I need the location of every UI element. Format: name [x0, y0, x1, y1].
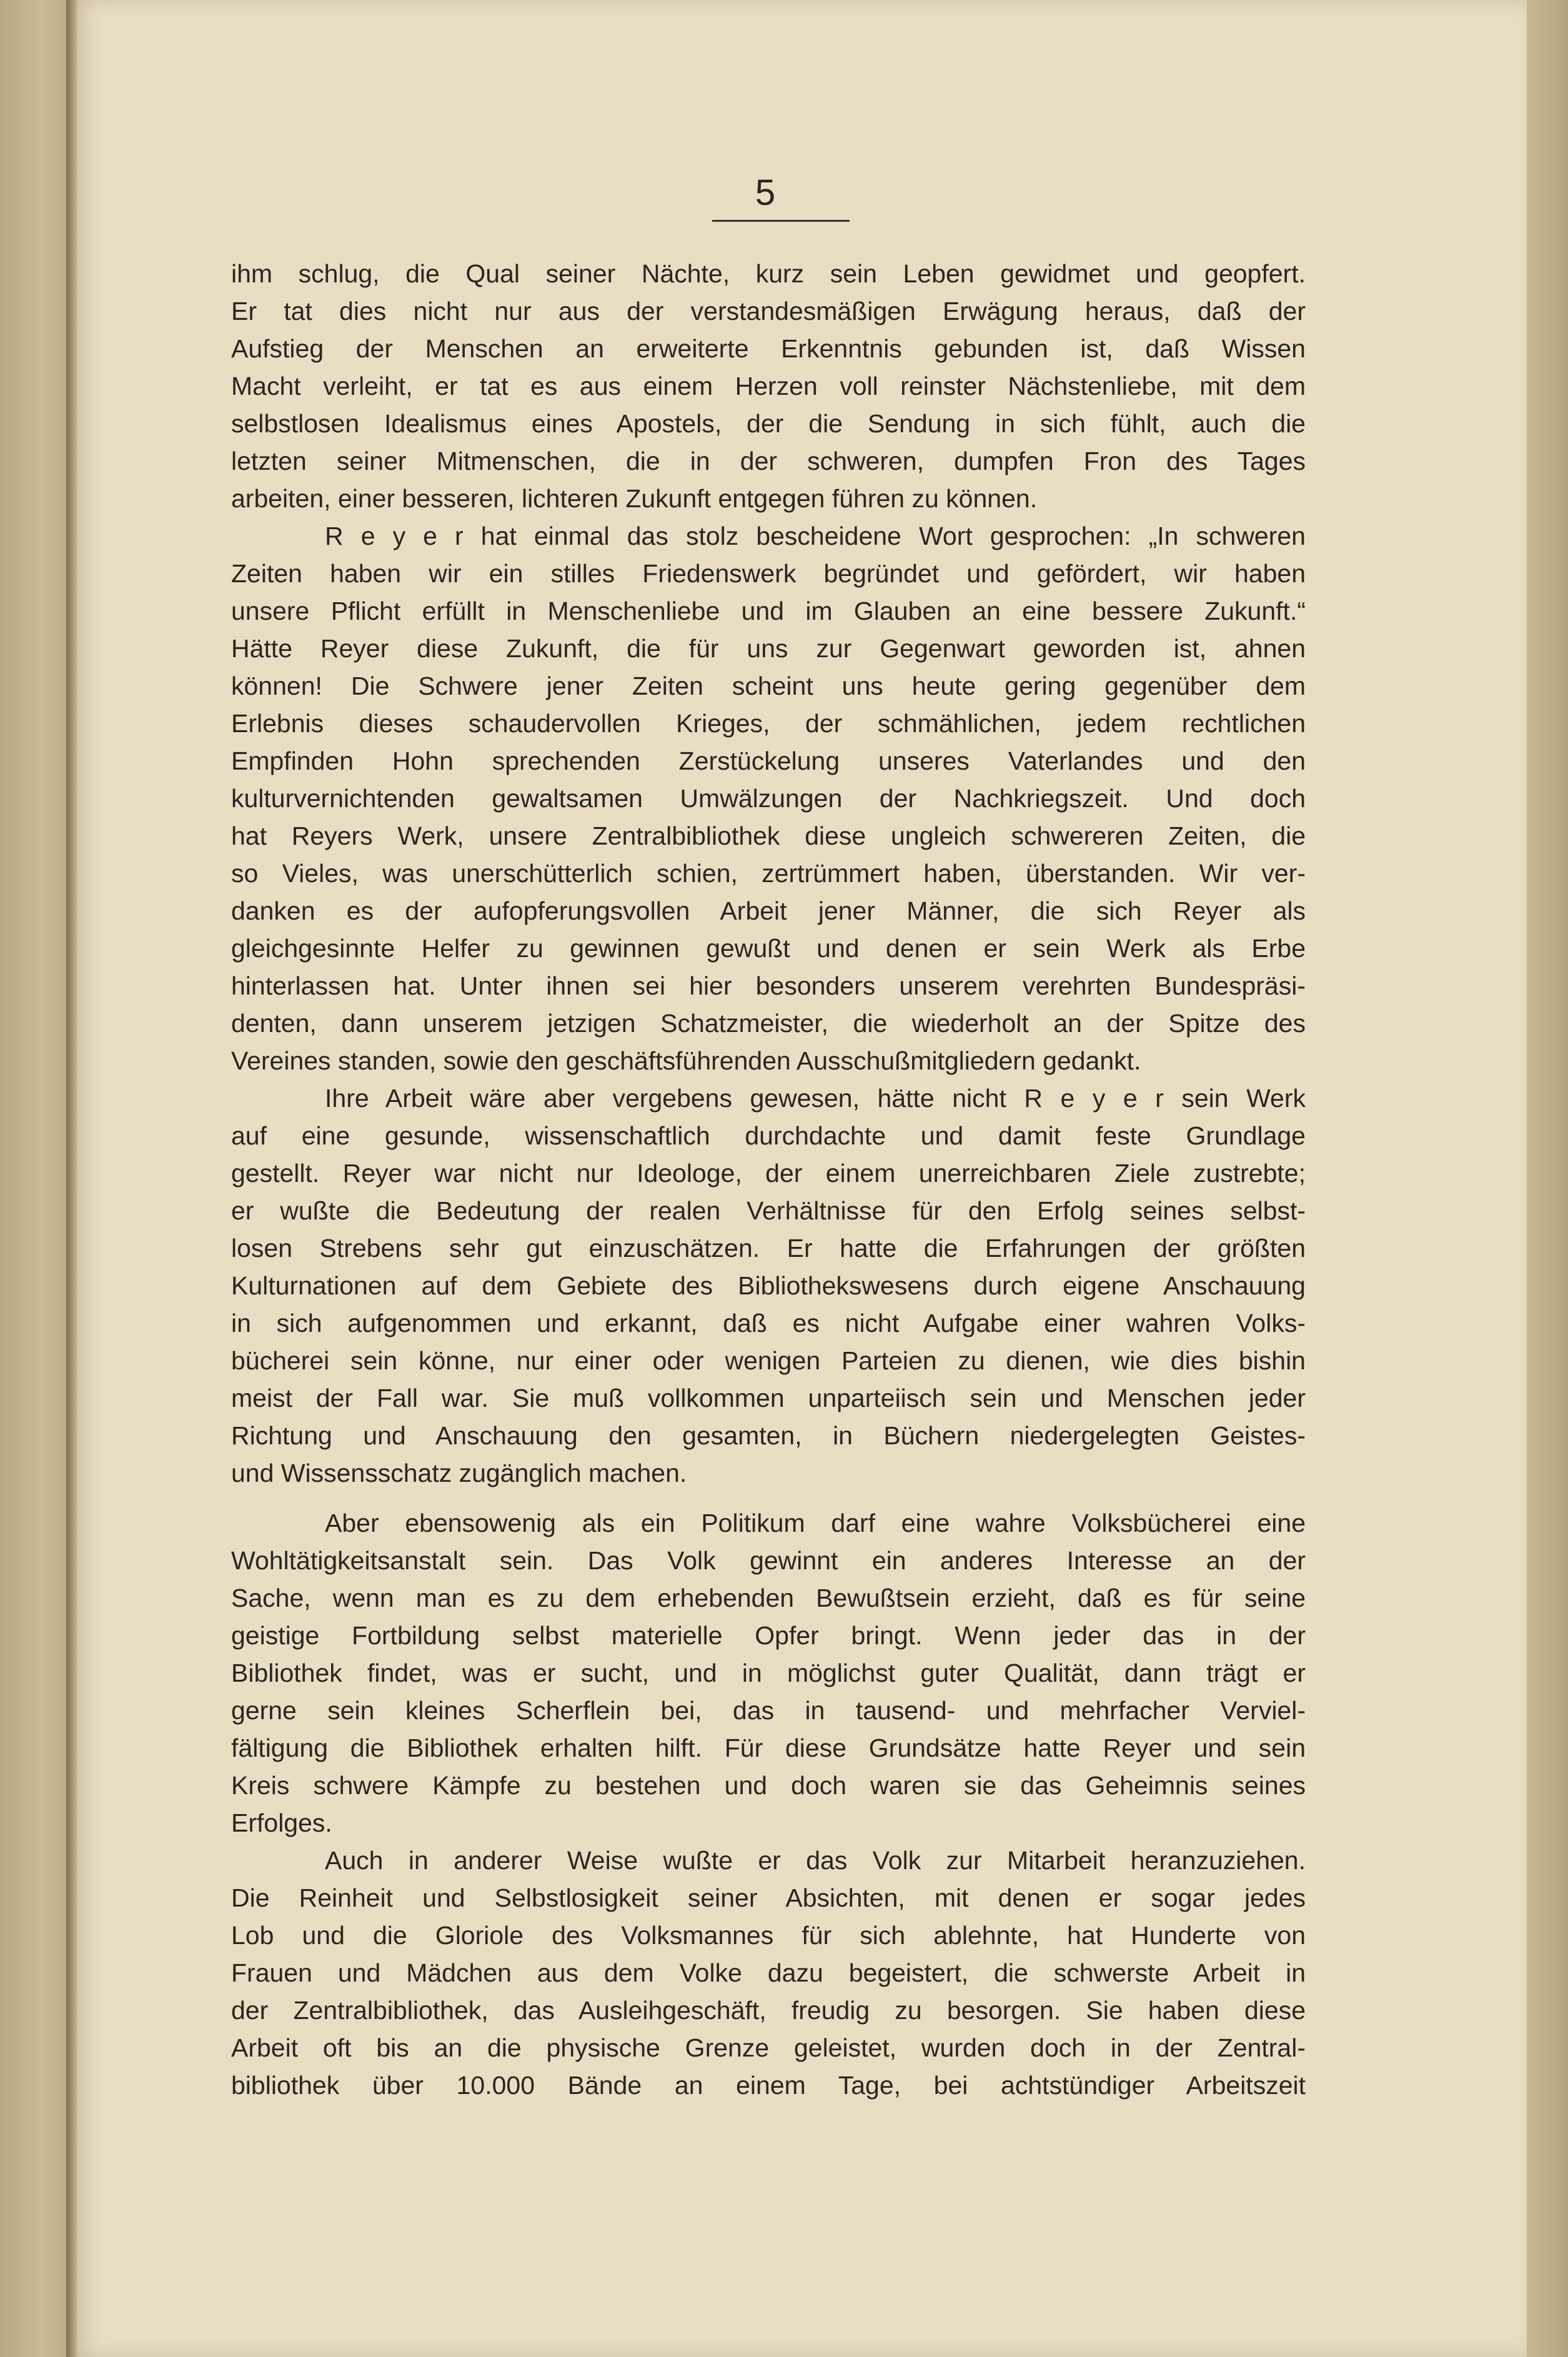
text-line: Kreis schwere Kämpfe zu bestehen und doch waren sie das Geheimnis seines [231, 1771, 1306, 1800]
text-line: denten, dann unserem jetzigen Schatzmeister, die wiederholt an der Spitze des [231, 1009, 1306, 1038]
text-line: Vereines standen, sowie den geschäftsführenden Ausschußmitgliedern gedankt. [231, 1046, 1141, 1075]
text-line: bibliothek über 10.000 Bände an einem Tage, bei achtstündiger Arbeitszeit [231, 2071, 1306, 2100]
text-line: Wohltätigkeitsanstalt sein. Das Volk gewinnt ein anderes Interesse an der [231, 1546, 1306, 1575]
text-line: gerne sein kleines Scherflein bei, das in tausend- und mehrfacher Verviel- [231, 1696, 1306, 1725]
facing-page-edge [0, 0, 70, 2357]
text-line: der Zentralbibliothek, das Ausleihgeschäft, freudig zu besorgen. Sie haben diese [231, 1996, 1306, 2025]
text-line: Ihre Arbeit wäre aber vergebens gewesen, hätte nicht R e y e r sein Werk [325, 1084, 1306, 1113]
text-line: fältigung die Bibliothek erhalten hilft. Für diese Grundsätze hatte Reyer und sein [231, 1734, 1306, 1762]
text-line: letzten seiner Mitmenschen, die in der schweren, dumpfen Fron des Tages [231, 447, 1306, 475]
text-line: Richtung und Anschauung den gesamten, in Büchern niedergelegten Geistes- [231, 1421, 1306, 1450]
text-line: R e y e r hat einmal das stolz bescheidene Wort gesprochen: „In schweren [325, 522, 1306, 550]
text-line: Macht verleiht, er tat es aus einem Herzen voll reinster Nächstenliebe, mit dem [231, 372, 1306, 400]
text-line: so Vieles, was unerschütterlich schien, zertrümmert haben, überstanden. Wir ver- [231, 859, 1306, 888]
text-line: Er tat dies nicht nur aus der verstandesmäßigen Erwägung heraus, daß der [231, 297, 1306, 325]
text-line: Hätte Reyer diese Zukunft, die für uns zur Gegenwart geworden ist, ahnen [231, 634, 1306, 663]
text-line: Empfinden Hohn sprechenden Zerstückelung unseres Vaterlandes und den [231, 747, 1306, 775]
text-line: Frauen und Mädchen aus dem Volke dazu begeistert, die schwerste Arbeit in [231, 1958, 1306, 1987]
text-line: kulturvernichtenden gewaltsamen Umwälzungen der Nachkriegszeit. Und doch [231, 784, 1306, 813]
text-line: hat Reyers Werk, unsere Zentralbibliothek diese ungleich schwereren Zeiten, die [231, 821, 1306, 850]
page-right-edge [1527, 0, 1568, 2357]
text-line: können! Die Schwere jener Zeiten scheint uns heute gering gegenüber dem [231, 672, 1306, 700]
book-gutter [66, 0, 77, 2357]
text-line: er wußte die Bedeutung der realen Verhältnisse für den Erfolg seines selbst- [231, 1196, 1306, 1225]
text-line: selbstlosen Idealismus eines Apostels, der die Sendung in sich fühlt, auch die [231, 409, 1306, 438]
text-line: Zeiten haben wir ein stilles Friedenswerk begründet und gefördert, wir haben [231, 559, 1306, 588]
text-line: unsere Pflicht erfüllt in Menschenliebe und im Glauben an eine bessere Zukunft.“ [231, 597, 1306, 625]
body-text [231, 255, 1306, 2104]
text-line: in sich aufgenommen und erkannt, daß es nicht Aufgabe einer wahren Volks- [231, 1309, 1306, 1337]
page-number-rule [712, 220, 850, 222]
text-line: losen Strebens sehr gut einzuschätzen. Er hatte die Erfahrungen der größten [231, 1234, 1306, 1263]
page-number: 5 [755, 172, 776, 213]
text-line: Kulturnationen auf dem Gebiete des Bibliothekswesens durch eigene Anschauung [231, 1271, 1306, 1300]
text-line: bücherei sein könne, nur einer oder wenigen Parteien zu dienen, wie dies bishin [231, 1346, 1306, 1375]
text-line: Erfolges. [231, 1809, 332, 1837]
text-line: gestellt. Reyer war nicht nur Ideologe, der einem unerreichbaren Ziele zustrebte; [231, 1159, 1306, 1188]
text-line: ihm schlug, die Qual seiner Nächte, kurz sein Leben gewidmet und geopfert. [231, 259, 1306, 288]
text-line: Aufstieg der Menschen an erweiterte Erkenntnis gebunden ist, daß Wissen [231, 334, 1306, 363]
text-line: auf eine gesunde, wissenschaftlich durchdachte und damit feste Grundlage [231, 1121, 1306, 1150]
text-line: Lob und die Gloriole des Volksmannes für sich ablehnte, hat Hunderte von [231, 1921, 1306, 1950]
text-line: Aber ebensowenig als ein Politikum darf eine wahre Volksbücherei eine [325, 1509, 1306, 1537]
text-line: hinterlassen hat. Unter ihnen sei hier besonders unserem verehrten Bundespräsi- [231, 971, 1306, 1000]
text-line: Erlebnis dieses schaudervollen Krieges, der schmählichen, jedem rechtlichen [231, 709, 1306, 738]
text-line: meist der Fall war. Sie muß vollkommen unparteiisch sein und Menschen jeder [231, 1384, 1306, 1412]
text-line: geistige Fortbildung selbst materielle Opfer bringt. Wenn jeder das in der [231, 1621, 1306, 1650]
text-line: und Wissensschatz zugänglich machen. [231, 1459, 687, 1487]
text-line: danken es der aufopferungsvollen Arbeit jener Männer, die sich Reyer als [231, 896, 1306, 925]
text-line: Arbeit oft bis an die physische Grenze geleistet, wurden doch in der Zentral- [231, 2033, 1306, 2062]
text-line: Sache, wenn man es zu dem erhebenden Bewußtsein erzieht, daß es für seine [231, 1584, 1306, 1612]
text-line: Bibliothek findet, was er sucht, und in möglichst guter Qualität, dann trägt er [231, 1659, 1306, 1687]
text-line: Auch in anderer Weise wußte er das Volk zur Mitarbeit heranzuziehen. [325, 1846, 1306, 1875]
text-line: Die Reinheit und Selbstlosigkeit seiner Absichten, mit denen er sogar jedes [231, 1883, 1306, 1912]
text-line: gleichgesinnte Helfer zu gewinnen gewußt und denen er sein Werk als Erbe [231, 934, 1306, 963]
text-line: arbeiten, einer besseren, lichteren Zukunft entgegen führen zu können. [231, 484, 1038, 513]
